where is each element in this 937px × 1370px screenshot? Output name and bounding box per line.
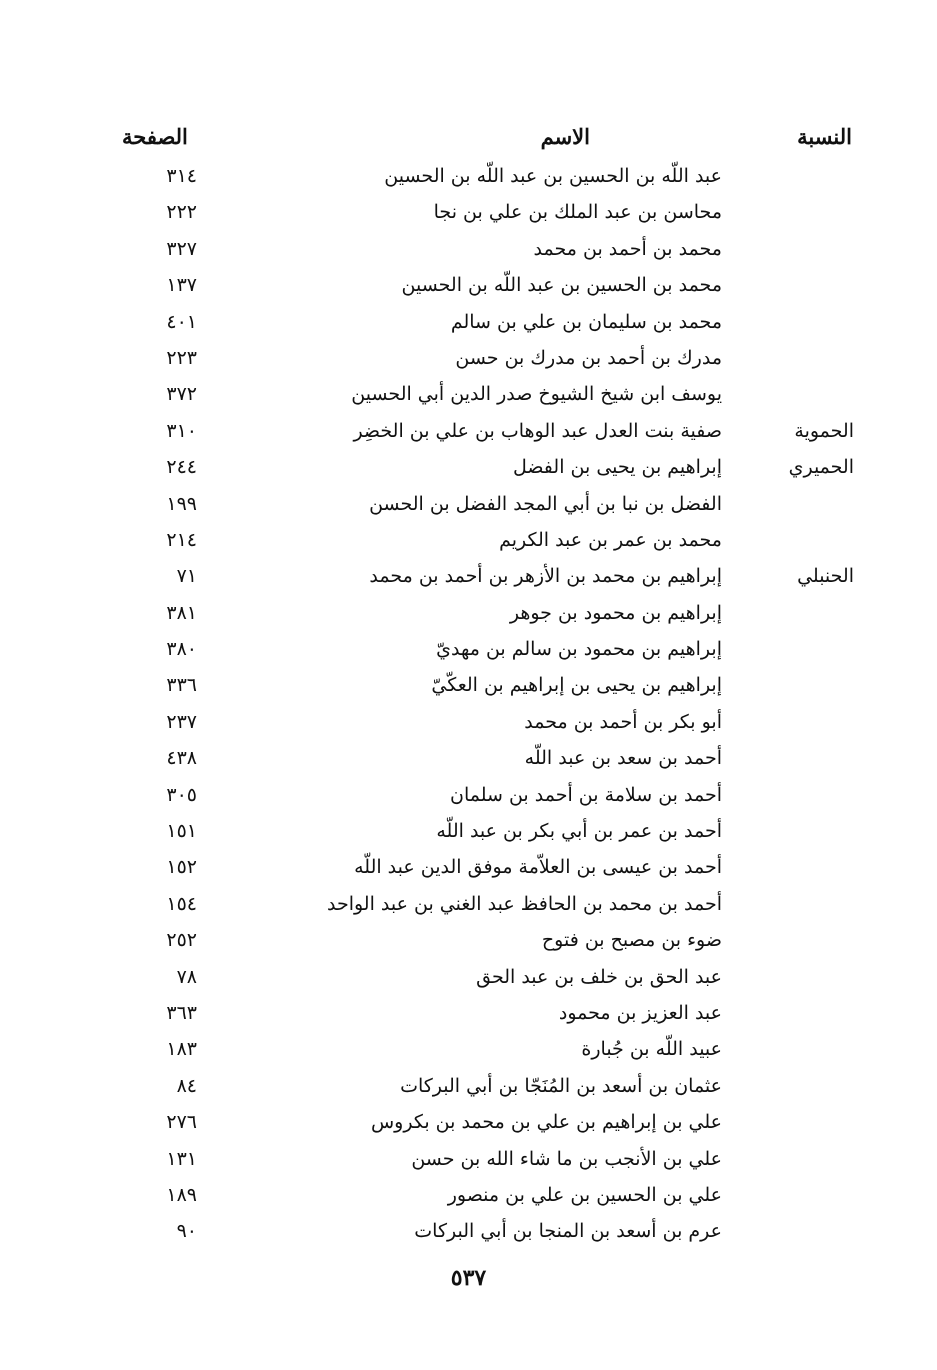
name-cell: علي بن إبراهيم بن علي بن محمد بن بكروس [370, 1111, 722, 1134]
name-cell: عبد اللّه بن الحسين بن عبد اللّه بن الحسين [384, 165, 722, 187]
page-cell: ٧٨ [176, 965, 197, 988]
table-row [100, 558, 860, 594]
table-row [100, 194, 860, 230]
name-cell: أبو بكر بن أحمد بن محمد [524, 710, 722, 733]
name-cell: مدرك بن أحمد بن مدرك بن حسن [455, 346, 722, 369]
table-row [100, 595, 860, 631]
table-row [100, 740, 860, 776]
name-cell: عبد الحق بن خلف بن عبد الحق [476, 965, 722, 988]
page-cell: ٢٢٢ [166, 201, 197, 224]
nisba-cell: الحنبلي [797, 565, 854, 588]
name-cell: ضوء بن مصبح بن فتوح [541, 929, 722, 952]
name-cell: إبراهيم بن محمود بن جوهر [509, 601, 722, 624]
page-cell: ٢٥٢ [166, 929, 197, 952]
page-cell: ٣١٠ [166, 419, 197, 442]
page-cell: ٣١٤ [166, 165, 197, 187]
table-header [100, 120, 860, 154]
table-row [100, 486, 860, 522]
page-cell: ٢٧٦ [166, 1111, 197, 1134]
table-row [100, 231, 860, 267]
table-row [100, 704, 860, 740]
nisba-cell: الحميري [788, 456, 854, 479]
name-cell: صفية بنت العدل عبد الوهاب بن علي بن الخضِر [353, 419, 722, 442]
name-cell: أحمد بن محمد بن الحافظ عبد الغني بن عبد الواحد [326, 892, 722, 915]
table-row [100, 995, 860, 1031]
header-page: الصفحة [122, 124, 188, 149]
page-cell: ٣٨٠ [166, 638, 197, 661]
table-row [100, 886, 860, 922]
table-row [100, 376, 860, 412]
name-cell: إبراهيم بن محمود بن سالم بن مهديّ [436, 638, 722, 661]
name-cell: عبد العزيز بن محمود [558, 1001, 722, 1024]
page-cell: ٣٠٥ [166, 783, 197, 806]
table-row [100, 631, 860, 667]
name-cell: عرم بن أسعد بن المنجا بن أبي البركات [414, 1220, 722, 1243]
page-cell: ٧١ [176, 565, 197, 588]
name-cell: محمد بن عمر بن عبد الكريم [499, 528, 722, 551]
table-row [100, 667, 860, 703]
header-nisba: النسبة [797, 124, 852, 149]
table-row [100, 522, 860, 558]
table-row [100, 340, 860, 376]
table-row [100, 1213, 860, 1249]
name-cell: أحمد بن سلامة بن أحمد بن سلمان [449, 783, 722, 806]
page-cell: ٢٣٧ [166, 710, 197, 733]
page-cell: ١٩٩ [166, 492, 197, 515]
name-cell: أحمد بن عيسى بن العلاّمة موفق الدين عبد اللّه [354, 856, 722, 879]
name-cell: أحمد بن عمر بن أبي بكر بن عبد اللّه [436, 820, 722, 843]
table-row [100, 267, 860, 303]
page-cell: ١٨٩ [166, 1183, 197, 1206]
name-cell: أحمد بن سعد بن عبد اللّه [524, 747, 722, 770]
table-row [100, 1031, 860, 1067]
page-cell: ٣٧٢ [166, 383, 197, 406]
table-row [100, 849, 860, 885]
table-row [100, 1104, 860, 1140]
page-cell: ٢٤٤ [166, 456, 197, 479]
name-cell: يوسف ابن شيخ الشيوخ صدر الدين أبي الحسين [351, 383, 722, 406]
table-row [100, 959, 860, 995]
name-cell: إبراهيم بن محمد بن الأزهر بن أحمد بن محمد [369, 565, 722, 588]
table-row [100, 813, 860, 849]
table-row [100, 1177, 860, 1213]
name-cell: محمد بن أحمد بن محمد [533, 237, 722, 260]
name-cell: محاسن بن عبد الملك بن علي بن نجا [433, 201, 722, 224]
page-cell: ٨٤ [176, 1074, 197, 1097]
table-row [100, 304, 860, 340]
table-row [100, 158, 860, 194]
page-cell: ١٨٣ [166, 1038, 197, 1061]
page-cell: ٩٠ [176, 1220, 197, 1243]
nisba-cell: الحموية [794, 419, 854, 442]
name-cell: عثمان بن أسعد بن المُنَجّا بن أبي البركات [400, 1074, 722, 1097]
page-cell: ٣٢٧ [166, 237, 197, 260]
page-cell: ١٥٢ [166, 856, 197, 879]
name-cell: محمد بن سليمان بن علي بن سالم [450, 310, 722, 333]
page-cell: ٢١٤ [166, 528, 197, 551]
page-cell: ١٥١ [166, 820, 197, 843]
page-cell: ١٣٧ [166, 274, 197, 297]
table-row [100, 413, 860, 449]
page-cell: ٤٣٨ [166, 747, 197, 770]
table-row [100, 1141, 860, 1177]
page-cell: ٢٢٣ [166, 346, 197, 369]
header-name: الاسم [540, 124, 590, 149]
name-cell: علي بن الحسين بن علي بن منصور [447, 1183, 722, 1206]
page-cell: ٣٦٣ [166, 1001, 197, 1024]
name-cell: إبراهيم بن يحيى بن إبراهيم بن العكّيّ [431, 674, 722, 697]
index-table-body [100, 158, 860, 1250]
table-row [100, 777, 860, 813]
table-row [100, 1068, 860, 1104]
page-cell: ١٣١ [166, 1147, 197, 1170]
name-cell: علي بن الأنجب بن ما شاء الله بن حسن [411, 1147, 722, 1170]
table-row [100, 449, 860, 485]
name-cell: عبيد اللّه بن جُبارة [581, 1038, 722, 1061]
page-number: ٥٣٧ [450, 1265, 487, 1291]
name-cell: إبراهيم بن يحيى بن الفضل [512, 456, 722, 479]
page-cell: ٣٨١ [166, 601, 197, 624]
name-cell: الفضل بن نبا بن أبي المجد الفضل بن الحسن [369, 492, 722, 515]
table-row [100, 922, 860, 958]
page-cell: ١٥٤ [166, 892, 197, 915]
name-cell: محمد بن الحسين بن عبد اللّه بن الحسين [401, 274, 722, 297]
page-cell: ٤٠١ [166, 310, 197, 333]
page-cell: ٣٣٦ [166, 674, 197, 697]
